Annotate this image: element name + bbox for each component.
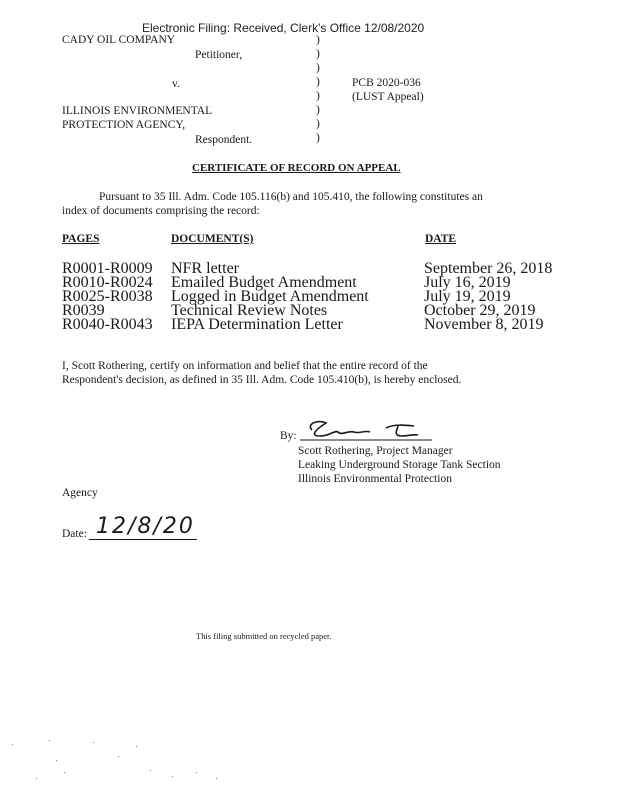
- table-row: [0, 274, 618, 291]
- versus-text: v.: [172, 78, 180, 90]
- row-pages: R0040-R0043: [62, 316, 153, 333]
- row-date: July 19, 2019: [424, 288, 511, 305]
- respondent-name-line2: PROTECTION AGENCY,: [62, 119, 186, 131]
- row-date: September 26, 2018: [424, 260, 553, 277]
- row-pages: R0025-R0038: [62, 288, 153, 305]
- header-date: DATE: [425, 233, 457, 245]
- row-date: July 16, 2019: [424, 274, 511, 291]
- row-document: Logged in Budget Amendment: [171, 288, 369, 305]
- petitioner-name: CADY OIL COMPANY: [62, 34, 176, 46]
- table-row: [0, 316, 618, 333]
- petitioner-label: Petitioner,: [195, 49, 243, 61]
- intro-line-1: Pursuant to 35 Ill. Adm. Code 105.116(b) and 105.410, the following constitutes an: [99, 191, 483, 203]
- date-underline: [89, 539, 197, 540]
- header-pages: PAGES: [62, 233, 100, 245]
- caption-bracket: ): [316, 48, 320, 60]
- signer-agency-line1: Illinois Environmental Protection: [298, 473, 452, 485]
- certification-line-1: I, Scott Rothering, certify on information and belief that the entire record of the: [62, 360, 428, 372]
- caption-bracket: ): [316, 132, 320, 144]
- signer-section: Leaking Underground Storage Tank Section: [298, 459, 501, 471]
- row-document: Emailed Budget Amendment: [171, 274, 357, 291]
- recycled-paper-note: This filing submitted on recycled paper.: [196, 631, 332, 641]
- caption-bracket: ): [316, 76, 320, 88]
- respondent-name-line1: ILLINOIS ENVIRONMENTAL: [62, 105, 213, 117]
- certificate-title: CERTIFICATE OF RECORD ON APPEAL: [192, 162, 401, 174]
- row-date: October 29, 2019: [424, 302, 536, 319]
- row-document: NFR letter: [171, 260, 239, 277]
- row-document: Technical Review Notes: [171, 302, 328, 319]
- caption-bracket: ): [316, 118, 320, 130]
- row-document: IEPA Determination Letter: [171, 316, 343, 333]
- filing-stamp: Electronic Filing: Received, Clerk's Office 12/08/2020: [142, 21, 425, 35]
- by-label: By:: [280, 430, 297, 442]
- intro-line-2: index of documents comprising the record:: [62, 205, 260, 217]
- caption-bracket: ): [316, 62, 320, 74]
- case-type: (LUST Appeal): [352, 91, 424, 103]
- caption-bracket: ): [316, 104, 320, 116]
- caption-bracket: ): [316, 34, 320, 46]
- caption-bracket: ): [316, 90, 320, 102]
- table-row: [0, 260, 618, 277]
- table-row: [0, 288, 618, 305]
- row-pages: R0010-R0024: [62, 274, 153, 291]
- handwritten-date: 12/8/20: [96, 514, 195, 539]
- certification-line-2: Respondent's decision, as defined in 35 Ill. Adm. Code 105.410(b), is hereby enclosed.: [62, 374, 462, 386]
- signer-name-title: Scott Rothering, Project Manager: [298, 445, 453, 457]
- row-date: November 8, 2019: [424, 316, 544, 333]
- row-pages: R0001-R0009: [62, 260, 153, 277]
- date-label: Date:: [62, 528, 87, 540]
- signature-image: [298, 414, 434, 444]
- case-number: PCB 2020-036: [352, 77, 421, 89]
- row-pages: R0039: [62, 302, 105, 319]
- respondent-label: Respondent.: [195, 134, 253, 146]
- table-row: [0, 302, 618, 319]
- signer-agency-line2: Agency: [62, 487, 98, 499]
- header-document: DOCUMENT(S): [171, 233, 254, 245]
